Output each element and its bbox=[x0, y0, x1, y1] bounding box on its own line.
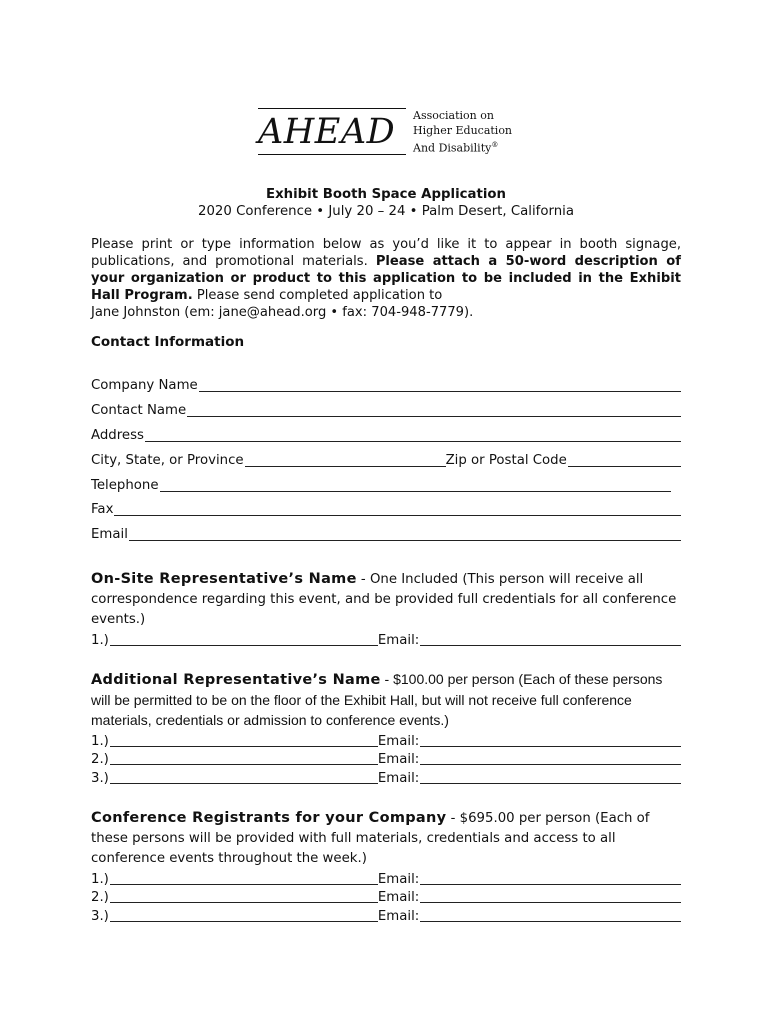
additional-row-1[interactable] bbox=[91, 732, 681, 749]
additional-section bbox=[91, 669, 681, 730]
row-email-label: Email: bbox=[377, 752, 420, 767]
page-subtitle: 2020 Conference • July 20 – 24 • Palm Desert, California bbox=[198, 204, 574, 219]
name-line[interactable] bbox=[110, 783, 378, 784]
name-line[interactable] bbox=[110, 645, 378, 646]
onsite-note: - One Included (This person will receive all correspondence regarding this event, and be provided full credentials for all conference events.) bbox=[91, 572, 677, 627]
contact-name-label: Contact Name bbox=[91, 403, 187, 418]
row-number: 1.) bbox=[91, 872, 109, 887]
registrants-note: - $695.00 per person (Each of these persons will be provided with full materials, credentials and access to all conference events throughout the week.) bbox=[91, 811, 650, 866]
address-label: Address bbox=[91, 428, 144, 443]
intro-bold: Please attach a 50-word description of your organization or product to this application to be included in the Exhibit Hall Program. bbox=[91, 254, 681, 303]
intro-paragraph bbox=[91, 236, 681, 321]
logo-rule-top bbox=[258, 108, 406, 109]
page-title: Exhibit Booth Space Application bbox=[265, 187, 506, 202]
row-number: 3.) bbox=[91, 909, 109, 924]
row-number: 1.) bbox=[91, 734, 109, 749]
telephone-line[interactable] bbox=[160, 490, 671, 492]
row-number: 2.) bbox=[91, 890, 109, 905]
email-label: Email bbox=[91, 527, 128, 542]
logo-wordmark: AHEAD bbox=[258, 112, 396, 152]
logo-tagline-line-1: Association on bbox=[413, 109, 494, 122]
email-line[interactable] bbox=[420, 645, 681, 646]
name-line[interactable] bbox=[110, 764, 378, 765]
row-number: 1.) bbox=[91, 633, 109, 648]
fax-field[interactable] bbox=[91, 500, 681, 518]
row-email-label: Email: bbox=[377, 633, 420, 648]
address-line[interactable] bbox=[145, 440, 681, 442]
additional-row-2[interactable] bbox=[91, 750, 681, 767]
email-line[interactable] bbox=[420, 921, 681, 922]
email-line[interactable] bbox=[420, 783, 681, 784]
row-number: 2.) bbox=[91, 752, 109, 767]
address-field[interactable] bbox=[91, 426, 681, 444]
logo-rule-bottom bbox=[258, 154, 406, 155]
registrants-row-3[interactable] bbox=[91, 907, 681, 924]
email-line[interactable] bbox=[420, 746, 681, 747]
logo bbox=[258, 108, 528, 158]
row-email-label: Email: bbox=[377, 890, 420, 905]
name-line[interactable] bbox=[110, 921, 378, 922]
company-name-field[interactable] bbox=[91, 376, 681, 394]
additional-row-3[interactable] bbox=[91, 769, 681, 786]
row-email-label: Email: bbox=[377, 734, 420, 749]
additional-heading: Additional Representative’s Name bbox=[91, 672, 381, 688]
name-line[interactable] bbox=[110, 746, 378, 747]
email-line[interactable] bbox=[420, 764, 681, 765]
email-line[interactable] bbox=[420, 902, 681, 903]
email-line[interactable] bbox=[420, 884, 681, 885]
name-line[interactable] bbox=[110, 884, 378, 885]
registrants-row-1[interactable] bbox=[91, 870, 681, 887]
intro-text-1: Please print or type information below as you’d like it to appear in booth signage, publications, and promotional materials. bbox=[91, 237, 681, 269]
onsite-heading: On-Site Representative’s Name bbox=[91, 571, 357, 587]
registrants-row-2[interactable] bbox=[91, 888, 681, 905]
zip-label: Zip or Postal Code bbox=[445, 453, 567, 468]
company-name-label: Company Name bbox=[91, 378, 198, 393]
registered-mark: ® bbox=[491, 141, 499, 149]
logo-tagline bbox=[413, 108, 512, 156]
fax-line[interactable] bbox=[114, 514, 681, 516]
city-zip-field[interactable] bbox=[91, 451, 681, 469]
row-email-label: Email: bbox=[377, 909, 420, 924]
logo-tagline-line-2: Higher Education bbox=[413, 124, 513, 137]
city-line[interactable] bbox=[245, 465, 446, 467]
city-label: City, State, or Province bbox=[91, 453, 244, 468]
logo-tagline-line-3: And Disability bbox=[413, 141, 492, 155]
company-name-line[interactable] bbox=[199, 390, 681, 392]
name-line[interactable] bbox=[110, 902, 378, 903]
contact-name-field[interactable] bbox=[91, 401, 681, 419]
zip-line[interactable] bbox=[568, 465, 681, 467]
additional-note: - $100.00 per person (Each of these persons will be permitted to be on the floor of the Exhibit Hall, but will not receive full conference materials, credentials or admission to conference events.) bbox=[91, 671, 663, 728]
contact-name-line[interactable] bbox=[187, 415, 681, 417]
row-email-label: Email: bbox=[377, 771, 420, 786]
row-email-label: Email: bbox=[377, 872, 420, 887]
contact-heading: Contact Information bbox=[91, 334, 245, 350]
telephone-label: Telephone bbox=[91, 478, 159, 493]
onsite-section bbox=[91, 569, 681, 630]
telephone-field[interactable] bbox=[91, 476, 671, 494]
row-number: 3.) bbox=[91, 771, 109, 786]
intro-text-2: Please send completed application to bbox=[192, 288, 443, 303]
email-line[interactable] bbox=[129, 539, 681, 541]
registrants-heading: Conference Registrants for your Company bbox=[91, 810, 447, 826]
fax-label: Fax bbox=[91, 502, 114, 517]
intro-text-3: Jane Johnston (em: jane@ahead.org • fax: 704-948-7779). bbox=[91, 305, 474, 320]
registrants-section bbox=[91, 808, 681, 869]
email-field[interactable] bbox=[91, 525, 681, 543]
onsite-row-1[interactable] bbox=[91, 631, 681, 648]
